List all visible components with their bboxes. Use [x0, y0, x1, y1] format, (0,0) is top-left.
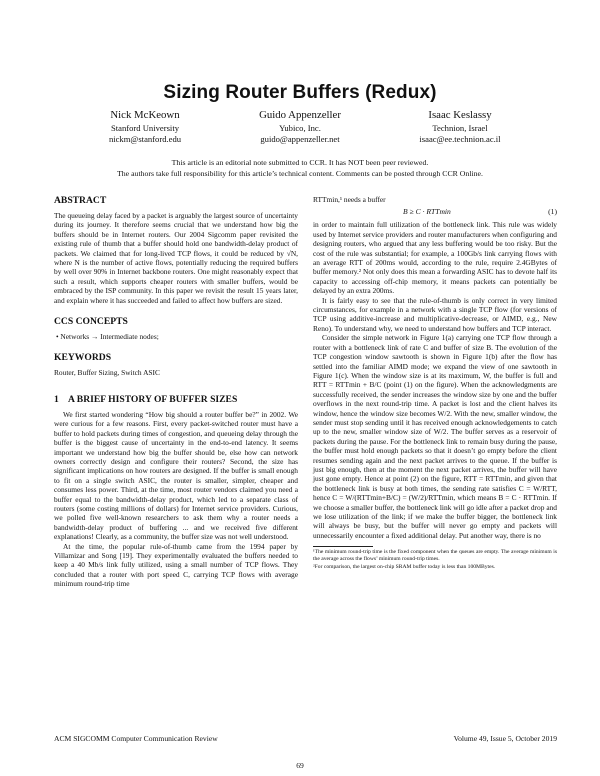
section-number: 1	[54, 393, 59, 405]
left-column	[54, 195, 298, 589]
section-heading	[54, 394, 298, 406]
footer-journal: ACM SIGCOMM Computer Communication Review	[54, 734, 218, 743]
notice-line: The authors take full responsibility for this article’s technical content. Comments can be posted through CCR Online.	[117, 168, 483, 178]
author-email: isaac@ee.technion.ac.il	[419, 134, 501, 144]
author-affiliation: Yubico, Inc.	[279, 122, 321, 133]
body-paragraph: Consider the simple network in Figure 1(a) carrying one TCP flow through a router with a bottleneck link of rate C and buffer of size B. The evolution of the TCP congestion window sawtooth is shown in Figure 1(b) after the flow has settled into the familiar AIMD mode; we expand the view of one sawtooth in Figure 1(c). When the window size is at its maximum, W, the buffer is full and RTT = RTTmin + B/C (point (1) on the figure). When the acknowledgments are successfully received, the sender increases the window size by one and the buffer overflows in the next round-trip time. A packet is lost and the client halves its window, hence the window size becomes W/2. With the new, smaller window, the sender must stop sending until it has received enough acknowledgements to catch up to the new, smaller window size of W/2. The buffer serves as a reservoir of packets during the pause. For the bottleneck link to remain busy during the pause, the buffer must hold enough packets so that it doesn’t go empty before the client resumes sending again and the next packet arrives to the queue. If the buffer is just big enough, then at the moment the next packet arrives, the buffer will have just gone empty. Hence at point (2) on the figure, RTT = RTTmin, and given that the bottleneck link is busy at both times, the sending rate satisfies C = W/RTT, hence C = W/(RTTmin+B/C) = (W/2)/RTTmin, which means B = C · RTTmin. If we choose a smaller buffer, the bottleneck link will go idle after a packet drop and we lose utilization of the link; if we make the buffer bigger, the bottleneck link will always be busy, but the buffer will never go empty and packets will unnecessarily encounter a fixed additional delay. Put another way, there is no	[313, 333, 557, 540]
keywords-text: Router, Buffer Sizing, Switch ASIC	[54, 368, 160, 378]
ccs-item: • Networks → Intermediate nodes;	[56, 332, 159, 342]
author-affiliation: Technion, Israel	[432, 122, 488, 133]
author-name: Isaac Keslassy	[428, 109, 492, 121]
author-email: nickm@stanford.edu	[108, 134, 182, 144]
footnote-rule	[313, 546, 373, 547]
abstract-text: The queueing delay faced by a packet is arguably the largest source of uncertainty during its journey. It therefore seems crucial that we understand how big the buffers should be in Internet routers. Our 2004 Sigcomm paper revisited the existing rule of thumb that a buffer should hold one bandwidth-delay product of packets. We claimed that for long-lived TCP flows, it could be reduced by √N, where N is the number of active flows, potentially reducing the required buffers by well over 90% in Internet backbone routers. One might reasonably expect that such a result, which supports cheaper routers with smaller buffers, would be embraced by the ISP community. In this paper we revisit the result 15 years later, and explain where it has succeeded and failed to affect how buffers are sized.	[54, 211, 298, 305]
author-name: Nick McKeown	[110, 109, 180, 121]
footnote: ²For comparison, the largest on-chip SRAM buffer today is less than 100MBytes.	[313, 563, 496, 570]
section-title: A BRIEF HISTORY OF BUFFER SIZES	[68, 393, 238, 405]
section-paragraph: We first started wondering “How big should a router buffer be?” in 2002. We were curious for a few reasons. First, every packet-switched router must have a buffer to hold packets during times of congestion, and queueing delay through the buffer is the biggest cause of uncertainty in the end-to-end latency. It seems important we understand how big the buffer should be, else how can network owners correctly design and configure their routers? Second, the size has significant implications on how routers are designed. If the buffer is small enough to fit on a single switch ASIC, the router is smaller, simpler, cheaper and consumes less power. Third, at the time, most router vendors claimed you need a buffer equal to the bandwidth-delay product, which led to a separate class of routers (some costing millions of dollars) for Internet service providers. Curious, we polled five well-known researchers to ask them why a router needs a bandwidth-delay product of buffering ... and we received five different explanations! Clearly, as a community, the buffer size was not well understood.	[54, 409, 298, 542]
footnote: ¹The minimum round-trip time is the fixed component when the queues are empty. The average minimum is the average across the flows’ minimum round-trip times.	[313, 549, 557, 563]
equation-row	[313, 206, 557, 218]
equation: B ≥ C · RTTmin	[403, 207, 451, 217]
body-paragraph: It is fairly easy to see that the rule-of-thumb is only correct in very limited circumstances, for example in a network with a single TCP flow (for versions of TCP using additive-increase and multiplicative-decrease, or AIMD, e.g., New Reno). To understand why, we need to understand how buffers and TCP interact.	[313, 295, 557, 333]
author-email: guido@appenzeller.net	[260, 134, 340, 144]
right-column	[313, 195, 557, 571]
author-affiliation: Stanford University	[110, 122, 180, 133]
page-number: 69	[296, 761, 304, 770]
equation-lead: RTTmin,¹ needs a buffer	[313, 195, 386, 204]
paper-title: Sizing Router Buffers (Redux)	[163, 82, 437, 103]
section-paragraph: At the time, the popular rule-of-thumb came from the 1994 paper by Villamizar and Song [19]. They experimentally evaluated the buffers needed to keep a 40 Mb/s link fully utilized, using a small number of TCP flows. They concluded that a router with port speed C, carrying TCP flows with average minimum round-trip time	[54, 541, 298, 589]
notice-line: This article is an editorial note submitted to CCR. It has NOT been peer reviewed.	[171, 158, 429, 167]
body-paragraph: in order to maintain full utilization of the bottleneck link. This rule was widely used by Internet service providers and router manufacturers when configuring and designing routers, who argued that any less buffering would be too risky. But the cost of the rule was substantial; for example, a 100Gb/s link carrying flows with an average RTT of 200ms would, according to the rule, require 2.4GBytes of buffer memory.² Not only does this mean a forwarding ASIC has to devote half its capacity to accessing off-chip memory, it means packets can potentially be delayed by an extra 200ms.	[313, 220, 557, 296]
footer-volume: Volume 49, Issue 5, October 2019	[453, 734, 557, 743]
editorial-notice	[50, 158, 550, 179]
abstract-heading: ABSTRACT	[54, 195, 107, 206]
ccs-heading: CCS CONCEPTS	[54, 316, 128, 328]
author-block	[365, 110, 555, 146]
author-name: Guido Appenzeller	[259, 109, 341, 121]
keywords-heading: KEYWORDS	[54, 352, 112, 364]
equation-number: (1)	[548, 207, 557, 217]
